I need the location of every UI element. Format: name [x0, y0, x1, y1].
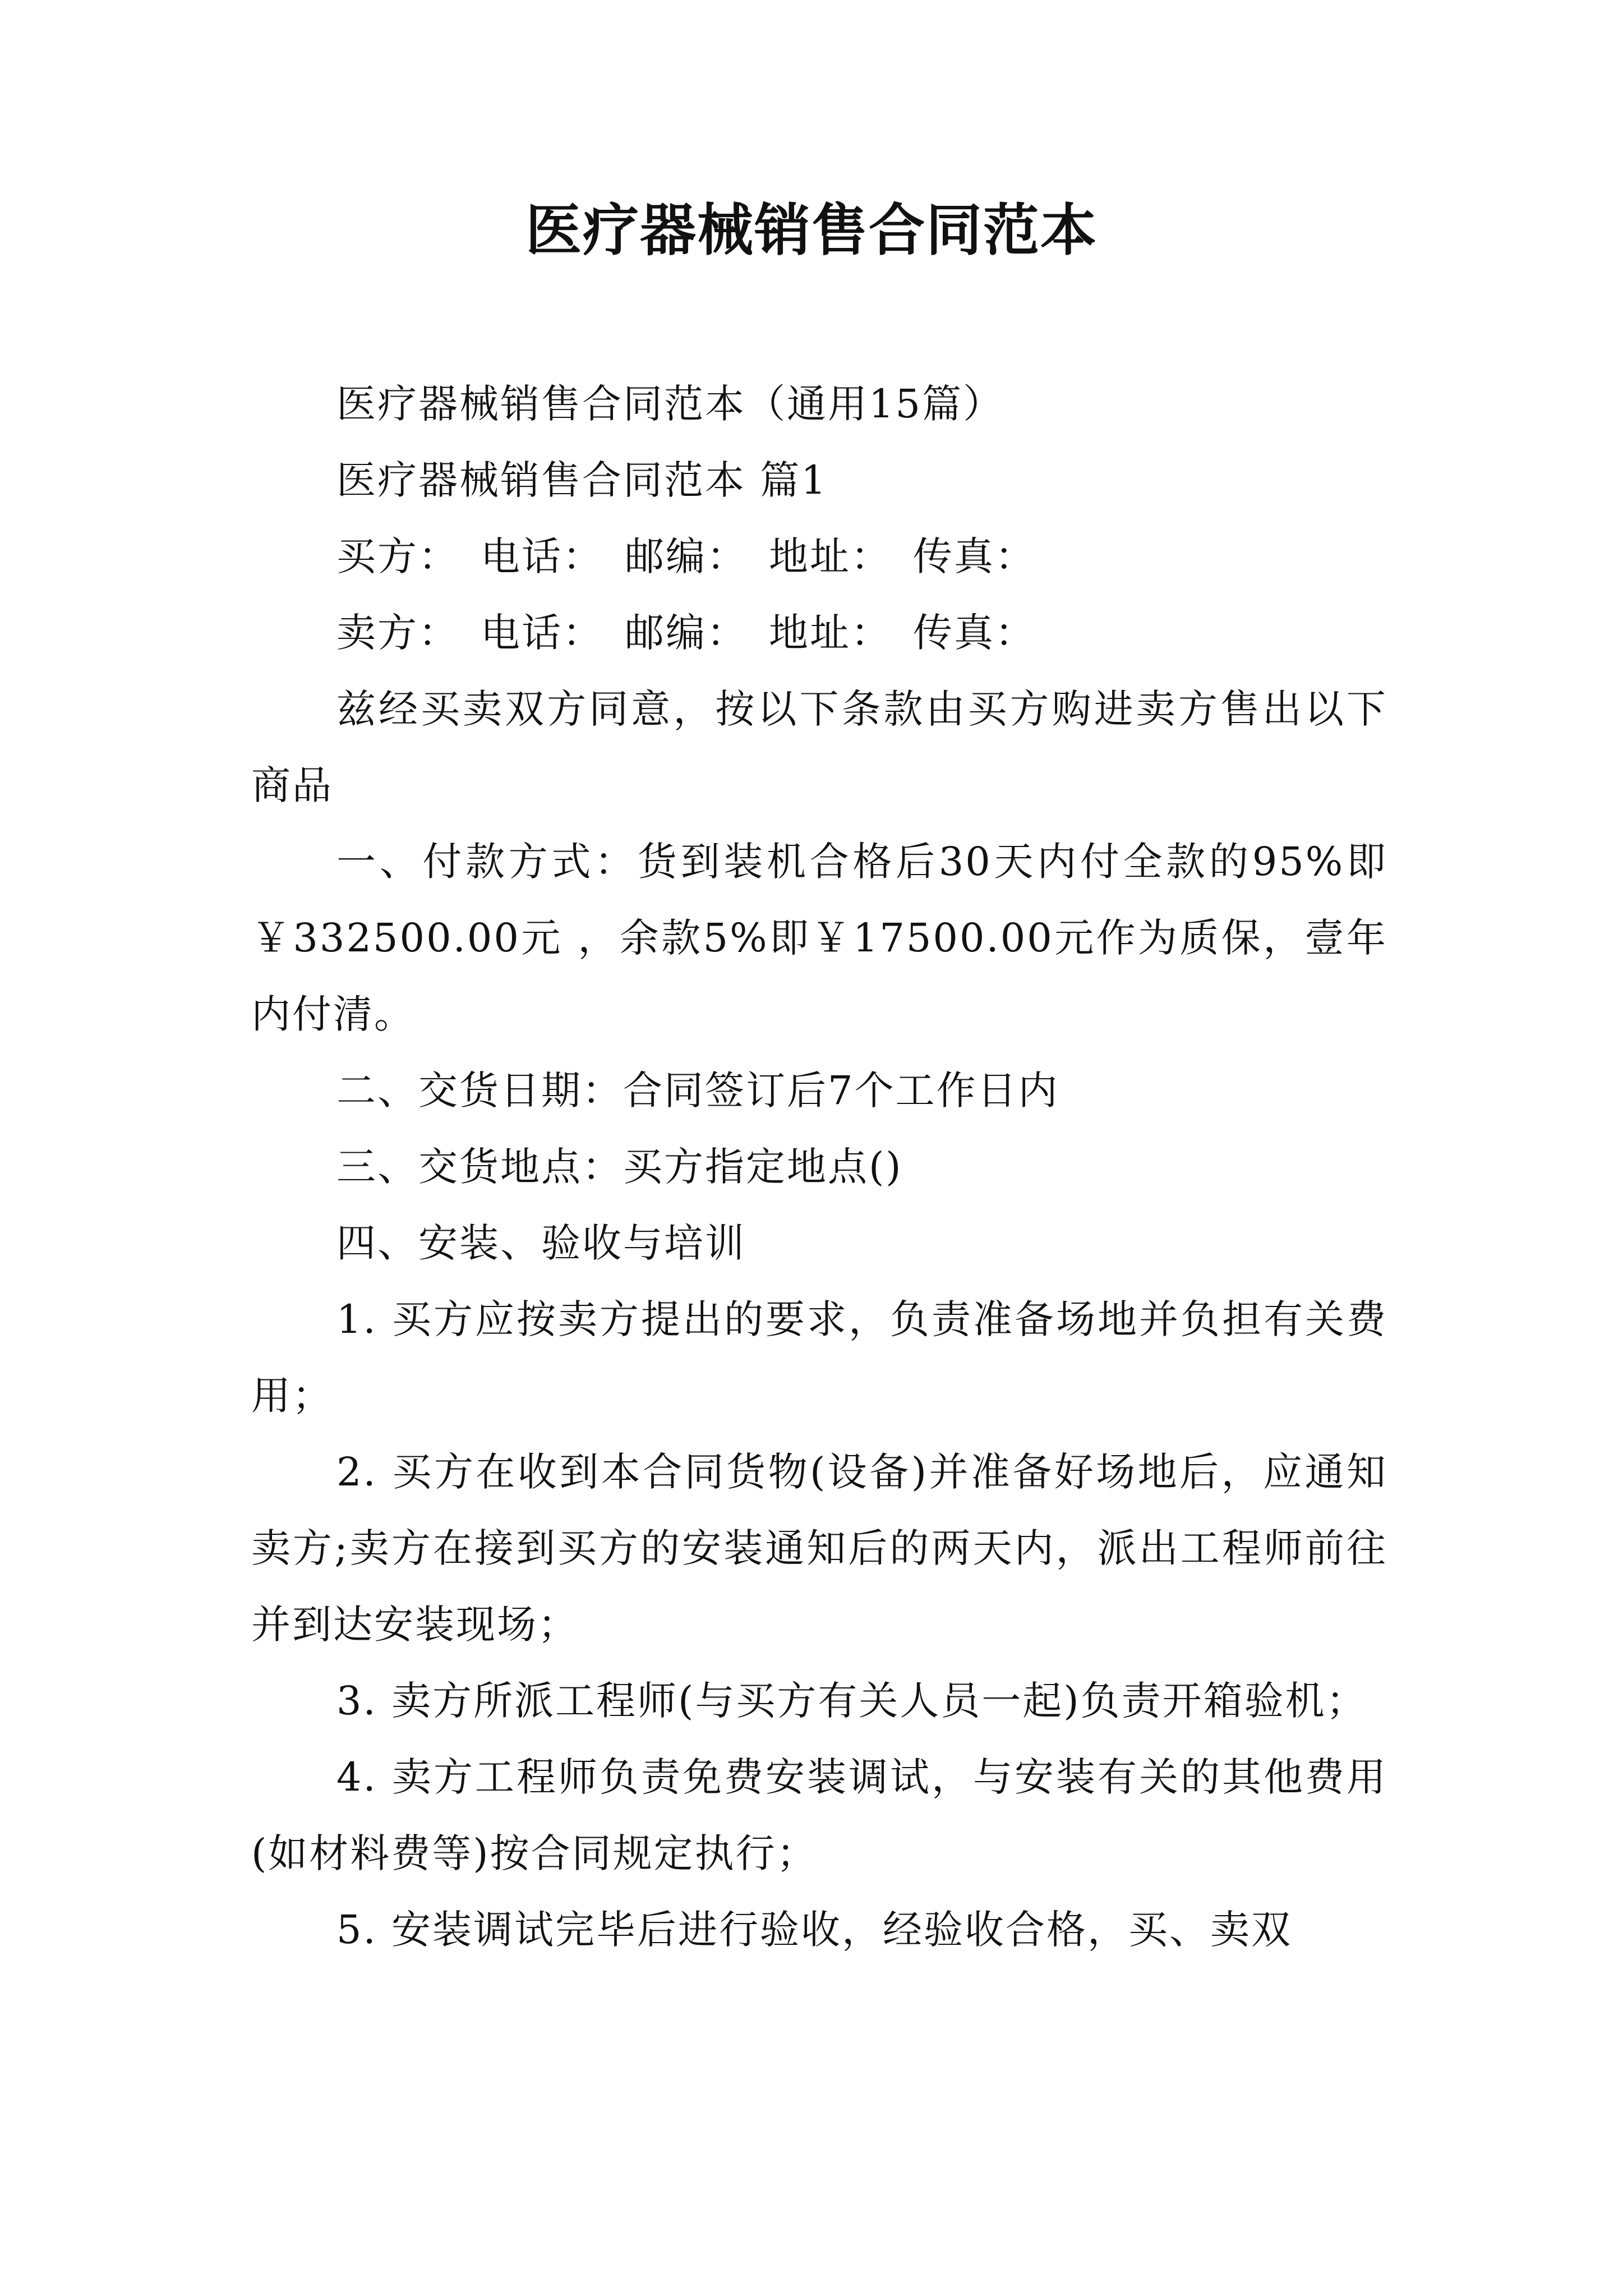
paragraph-item-5: 5. 安装调试完毕后进行验收，经验收合格，买、卖双 [336, 1907, 1293, 1953]
paragraph-section-heading: 医疗器械销售合同范本 篇1 [336, 457, 828, 503]
paragraph-item-4: 4. 卖方工程师负责免费安装调试，与安装有关的其他费用(如材料费等)按合同规定执行； [251, 1754, 1387, 1876]
paragraph-payment-terms: 一、付款方式：货到装机合格后30天内付全款的95%即￥332500.00元 ，余款5%即￥17500.00元作为质保，壹年内付清。 [251, 839, 1388, 1037]
paragraph-item-3: 3. 卖方所派工程师(与买方有关人员一起)负责开箱验机； [336, 1678, 1367, 1724]
paragraph-buyer-info: 买方： 电话： 邮编： 地址： 传真： [336, 533, 1036, 579]
paragraph-item-2: 2. 买方在收到本合同货物(设备)并准备好场地后，应通知卖方;卖方在接到买方的安装通知后的两天内，派出工程师前往并到达安装现场； [251, 1449, 1387, 1648]
paragraph-delivery-location: 三、交货地点：买方指定地点() [336, 1144, 903, 1190]
document-title: 医疗器械销售合同范本 [525, 197, 1098, 263]
paragraph-subtitle: 医疗器械销售合同范本（通用15篇） [336, 381, 1004, 427]
paragraph-delivery-date: 二、交货日期：合同签订后7个工作日内 [336, 1068, 1059, 1114]
paragraph-agreement: 兹经买卖双方同意，按以下条款由买方购进卖方售出以下商品 [251, 686, 1387, 808]
paragraph-item-1: 1. 买方应按卖方提出的要求，负责准备场地并负担有关费用； [251, 1296, 1387, 1419]
document-body [251, 366, 1387, 1968]
paragraph-installation-heading: 四、安装、验收与培训 [336, 1220, 746, 1266]
paragraph-seller-info: 卖方： 电话： 邮编： 地址： 传真： [336, 610, 1036, 656]
